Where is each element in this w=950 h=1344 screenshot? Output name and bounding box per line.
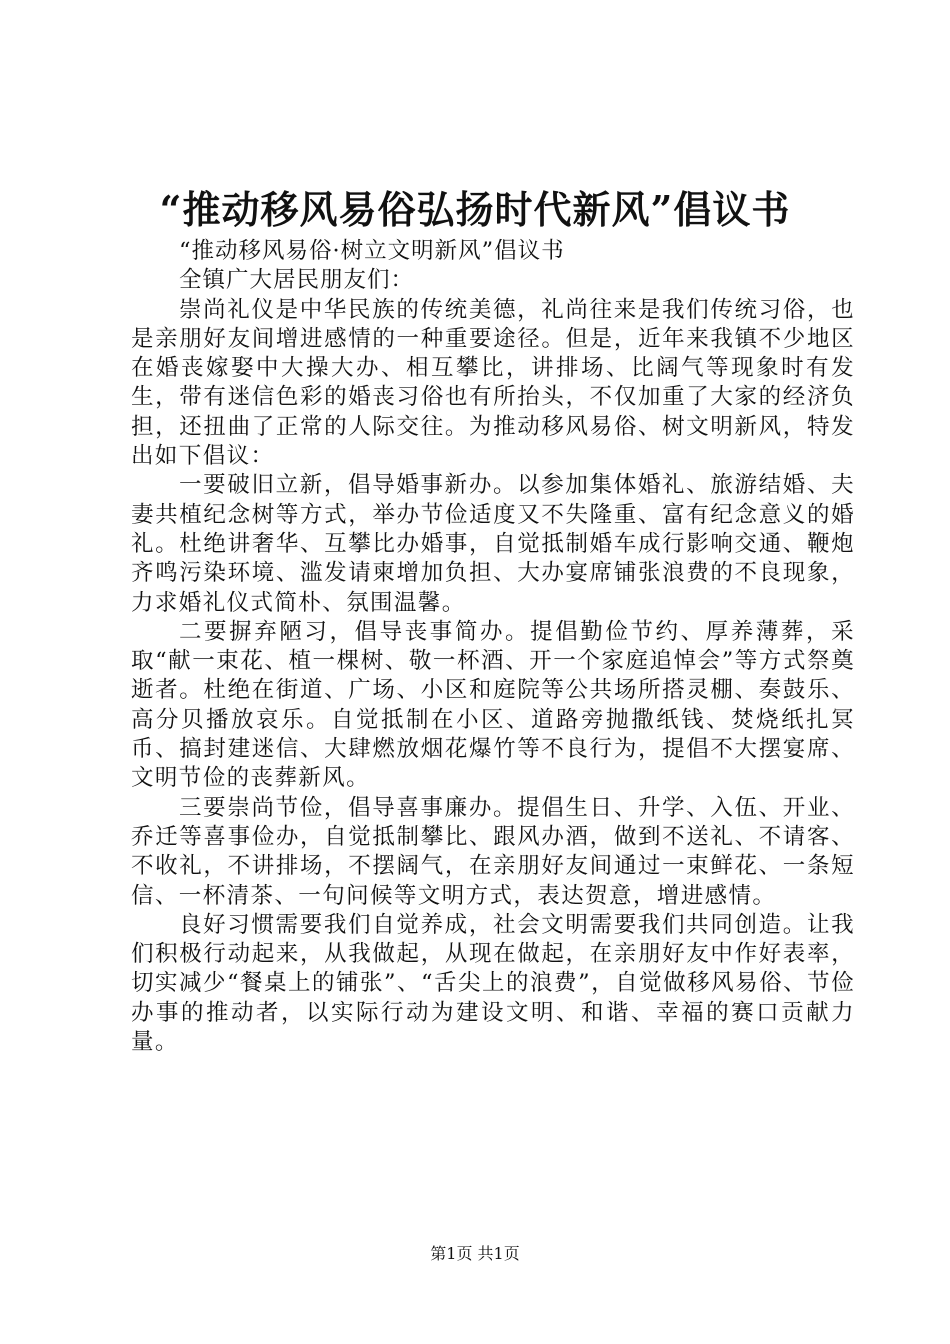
document-body — [131, 237, 855, 1057]
document-title: “推动移风易俗弘扬时代新风”倡议书 — [159, 187, 791, 232]
greeting-line: 全镇广大居民朋友们： — [179, 267, 415, 294]
paragraph-closing: 良好习惯需要我们自觉养成，社会文明需要我们共同创造。让我们积极行动起来，从我做起，从现在做起，在亲朋好友中作好表率，切实减少“餐桌上的铺张”、“舌尖上的浪费”，自觉做移风易俗、节俭办事的推动者，以实际行动为建设文明、和谐、幸福的赛口贡献力量。 — [131, 911, 855, 1056]
paragraph-intro: 崇尚礼仪是中华民族的传统美德，礼尚往来是我们传统习俗，也是亲朋好友间增进感情的一种重要途径。但是，近年来我镇不少地区在婚丧嫁娶中大操大办、相互攀比，讲排场、比阔气等现象时有发生，带有迷信色彩的婚丧习俗也有所抬头，不仅加重了大家的经济负担，还扭曲了正常的人际交往。为推动移风易俗、树文明新风，特发出如下倡议： — [131, 296, 855, 470]
document-subtitle: “推动移风易俗·树立文明新风”倡议书 — [179, 238, 565, 264]
page-number-footer: 第1页 共1页 — [430, 1244, 520, 1263]
paragraph-funeral: 二要摒弃陋习，倡导丧事简办。提倡勤俭节约、厚养薄葬，采取“献一束花、植一棵树、敬一杯酒、开一个家庭追悼会”等方式祭奠逝者。杜绝在街道、广场、小区和庭院等公共场所搭灵棚、奏鼓乐、高分贝播放哀乐。自觉抵制在小区、道路旁抛撒纸钱、焚烧纸扎冥币、搞封建迷信、大肆燃放烟花爆竹等不良行为，提倡不大摆宴席、文明节俭的丧葬新风。 — [131, 618, 855, 792]
paragraph-wedding: 一要破旧立新，倡导婚事新办。以参加集体婚礼、旅游结婚、夫妻共植纪念树等方式，举办节俭适度又不失隆重、富有纪念意义的婚礼。杜绝讲奢华、互攀比办婚事，自觉抵制婚车成行影响交通、鞭炮齐鸣污染环境、滥发请柬增加负担、大办宴席铺张浪费的不良现象，力求婚礼仪式简朴、氛围温馨。 — [131, 472, 855, 616]
paragraph-celebration: 三要崇尚节俭，倡导喜事廉办。提倡生日、升学、入伍、开业、乔迁等喜事俭办，自觉抵制攀比、跟风办酒，做到不送礼、不请客、不收礼，不讲排场，不摆阔气，在亲朋好友间通过一束鲜花、一条短信、一杯清茶、一句问候等文明方式，表达贺意，增进感情。 — [131, 794, 855, 909]
